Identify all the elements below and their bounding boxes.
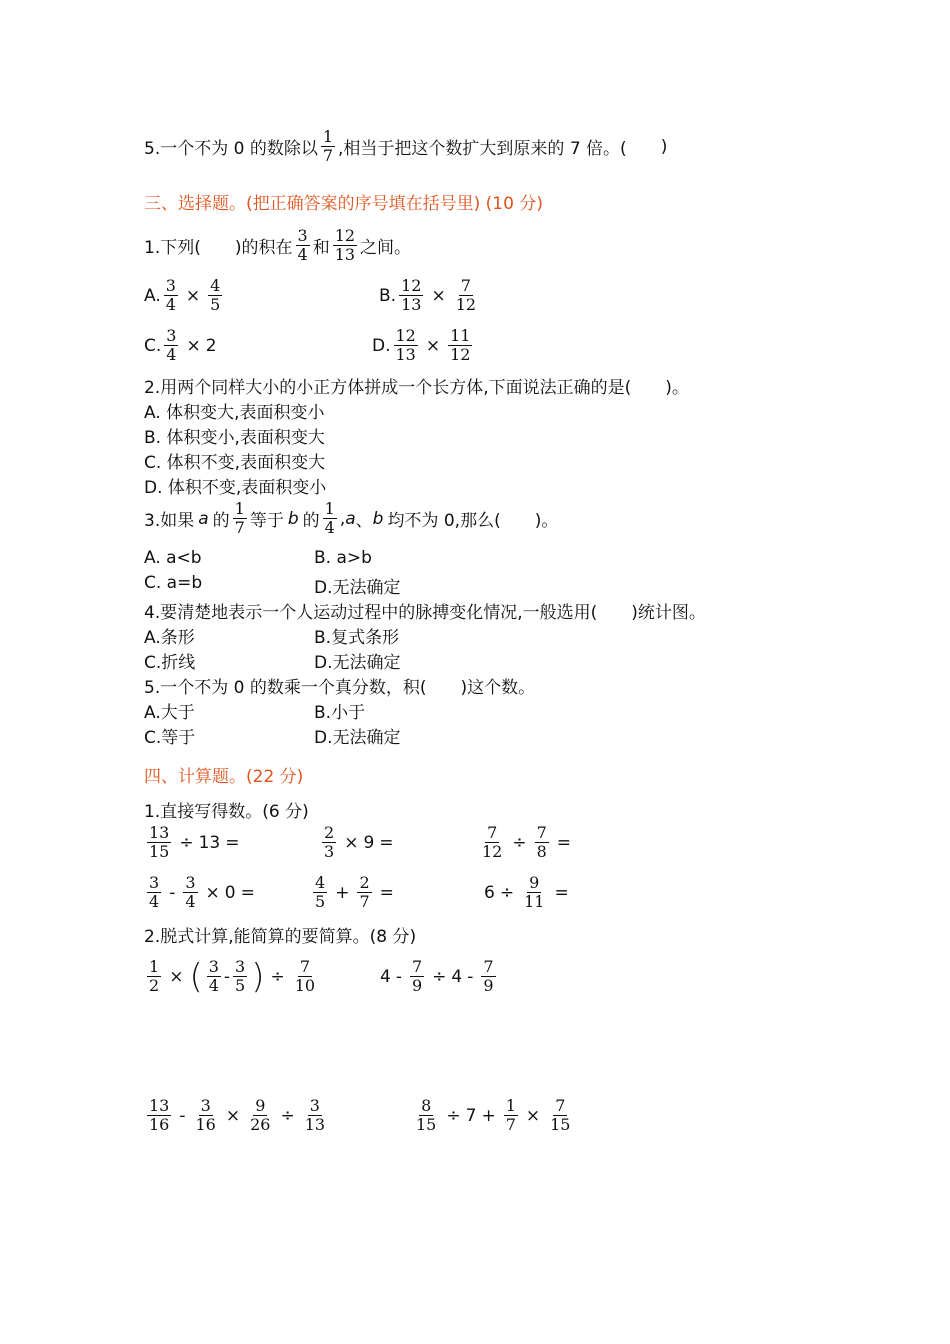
fraction: $\frac{4}{5}$ — [315, 873, 326, 911]
fraction: $\frac{9}{26}$ — [250, 1096, 271, 1134]
fraction: $\frac{12}{13}$ — [395, 326, 416, 364]
var-a: a — [345, 508, 356, 529]
c3-text: 的 — [212, 511, 230, 531]
c5-option-b: B.小于 — [314, 703, 366, 723]
operator: × — [344, 832, 359, 853]
judge-question-5 — [144, 128, 667, 165]
c4-option-c: C.折线 — [144, 653, 196, 673]
fraction: $\frac{13}{15}$ — [149, 823, 170, 861]
operator: - — [467, 966, 474, 987]
calc1-expr-1 — [144, 824, 245, 861]
section-4-heading: 四、计算题。(22 分) — [144, 767, 304, 787]
equals: = — [379, 832, 394, 853]
fraction: $\frac{3}{13}$ — [304, 1096, 326, 1134]
equals: = — [240, 882, 255, 903]
var-b: b — [287, 508, 299, 529]
fraction: $\frac{3}{4}$ — [165, 276, 176, 314]
number: 6 — [484, 882, 495, 903]
calc-1-title: 1.直接写得数。(6 分) — [144, 802, 309, 822]
fraction: $\frac{7}{12}$ — [482, 823, 503, 861]
operator: × — [425, 335, 441, 356]
fraction: $\frac{7}{12}$ — [455, 276, 477, 314]
c1-and: 和 — [312, 238, 330, 258]
c2-stem-start: 2.用两个同样大小的小正方体拼成一个长方体,下面说法正确的是( — [144, 378, 632, 398]
var-a: a — [198, 508, 209, 529]
operator: × — [185, 285, 201, 306]
operator: ÷ — [499, 882, 515, 903]
operator: ÷ — [280, 1105, 295, 1126]
fraction: $\frac{8}{15}$ — [416, 1096, 437, 1134]
choice-question-3 — [144, 500, 558, 537]
c4-option-a: A.条形 — [144, 628, 195, 648]
c4-option-b: B.复式条形 — [314, 628, 400, 648]
section-3-heading: 三、选择题。(把正确答案的序号填在括号里) (10 分) — [144, 194, 543, 214]
operator: - — [179, 1105, 186, 1126]
equals: = — [556, 832, 572, 853]
judge5-text-start: 5.一个不为 0 的数除以 — [144, 139, 318, 159]
c2-option-a: A. 体积变大,表面积变小 — [144, 403, 325, 423]
option-label: D. — [372, 335, 391, 356]
c5-stem-start: 5.一个不为 0 的数乘一个真分数，积( — [144, 678, 427, 698]
fraction: $\frac{3}{4}$ — [149, 873, 160, 911]
judge5-text-end: ) — [660, 136, 668, 157]
calc-2-title: 2.脱式计算,能简算的要简算。(8 分) — [144, 927, 417, 947]
c1-option-b — [379, 277, 481, 314]
c2-option-b: B. 体积变小,表面积变大 — [144, 428, 325, 448]
c3-text: 等于 — [249, 511, 284, 531]
fraction: $\frac{3}{4}$ — [166, 326, 177, 364]
c1-stem-end: 之间。 — [360, 238, 412, 258]
option-label: B. — [379, 285, 397, 306]
fraction: $\frac{12}{13}$ — [401, 276, 422, 314]
c1-stem-start: 1.下列( — [144, 238, 201, 258]
c3-text: 的 — [302, 511, 320, 531]
c5-stem-end: )这个数。 — [460, 678, 536, 698]
c2-option-c: C. 体积不变,表面积变大 — [144, 453, 326, 473]
c1-option-d — [372, 327, 475, 364]
fraction: $\frac{3}{4}$ — [185, 873, 196, 911]
operator: × — [169, 966, 184, 987]
operator: - — [223, 966, 231, 987]
c3-option-a: A. a<b — [144, 548, 202, 568]
fraction: $\frac{7}{9}$ — [483, 957, 494, 995]
fraction: $\frac{1}{7}$ — [505, 1096, 516, 1134]
c5-option-c: C.等于 — [144, 728, 196, 748]
number: 9 — [363, 832, 375, 853]
fraction: $\frac{11}{12}$ — [450, 326, 471, 364]
c3-text: 、 — [355, 511, 373, 531]
operator: ÷ — [446, 1105, 461, 1126]
fraction: $\frac{7}{15}$ — [550, 1096, 571, 1134]
choice-question-5 — [144, 673, 535, 698]
fraction: $\frac{1}{2}$ — [149, 957, 160, 995]
fraction: $\frac{7}{10}$ — [294, 957, 316, 995]
fraction: $\frac{9}{11}$ — [524, 873, 545, 911]
c5-option-a: A.大于 — [144, 703, 195, 723]
operator: ÷ — [179, 832, 194, 853]
operator: - — [395, 966, 402, 987]
choice-question-2 — [144, 373, 689, 398]
c3-text: 3.如果 — [144, 511, 195, 531]
c3-text: , — [339, 508, 346, 529]
c4-stem-end: )统计图。 — [631, 603, 706, 623]
c4-stem-start: 4.要清楚地表示一个人运动过程中的脉搏变化情况,一般选用( — [144, 603, 598, 623]
choice-question-4 — [144, 598, 706, 623]
calc2-problem-2 — [380, 958, 499, 995]
number: 4 — [380, 966, 391, 987]
option-label: A. — [144, 285, 161, 306]
c4-option-d: D.无法确定 — [314, 653, 401, 673]
var-b: b — [372, 508, 384, 529]
fraction: $\frac{2}{7}$ — [359, 873, 370, 911]
operator: ÷ — [270, 966, 285, 987]
c2-option-d: D. 体积不变,表面积变小 — [144, 478, 327, 498]
fraction: $\frac{1}{7}$ — [322, 127, 334, 165]
fraction: $\frac{2}{3}$ — [324, 823, 335, 861]
number: 4 — [451, 966, 463, 987]
c2-stem-end: )。 — [665, 378, 689, 398]
operator: ÷ — [512, 832, 527, 853]
fraction: $\frac{1}{7}$ — [234, 499, 245, 537]
c3-option-d: D.无法确定 — [314, 578, 401, 598]
calc1-expr-5 — [310, 874, 399, 911]
operator: × — [225, 1105, 241, 1126]
fraction: $\frac{7}{8}$ — [536, 823, 547, 861]
option-label: C. — [144, 335, 162, 356]
operator: ÷ — [432, 966, 447, 987]
right-paren: ) — [251, 956, 265, 997]
calc1-expr-2 — [319, 824, 399, 861]
calc1-expr-4 — [144, 874, 260, 911]
operator: × — [431, 285, 446, 306]
operator: + — [335, 882, 350, 903]
fraction: $\frac{7}{9}$ — [411, 957, 423, 995]
fraction: $\frac{4}{5}$ — [210, 276, 221, 314]
c3-option-c: C. a=b — [144, 573, 203, 593]
c3-text: )。 — [534, 511, 559, 531]
c5-option-d: D.无法确定 — [314, 728, 401, 748]
c1-option-a — [144, 277, 225, 314]
fraction: $\frac{3}{4}$ — [208, 957, 219, 995]
equals: = — [554, 882, 569, 903]
c1-option-c — [144, 327, 217, 364]
calc1-expr-6 — [484, 874, 574, 911]
fraction: $\frac{3}{5}$ — [235, 957, 246, 995]
number: 0 — [224, 882, 236, 903]
c3-option-b: B. a>b — [314, 548, 372, 568]
operator: × — [186, 335, 201, 356]
operator: - — [169, 882, 176, 903]
fraction: $\frac{1}{4}$ — [324, 499, 335, 537]
left-paren: ( — [189, 956, 203, 997]
c3-text: 均不为 0,那么( — [387, 511, 501, 531]
calc1-expr-3 — [477, 824, 576, 861]
calc2-problem-4 — [411, 1097, 575, 1134]
calc2-problem-3 — [144, 1097, 330, 1134]
number: 7 — [465, 1105, 477, 1126]
number: 13 — [198, 832, 221, 853]
judge5-text-mid: ,相当于把这个数扩大到原来的 7 倍。( — [338, 139, 627, 159]
operator: × — [525, 1105, 541, 1126]
calc2-problem-1 — [144, 958, 320, 995]
equals: = — [225, 832, 240, 853]
fraction: $\frac{13}{16}$ — [149, 1096, 170, 1134]
fraction: $\frac{12}{13}$ — [334, 226, 356, 264]
operator: × — [205, 882, 220, 903]
equals: = — [379, 882, 394, 903]
choice-question-1 — [144, 227, 411, 264]
operator: + — [481, 1105, 496, 1126]
fraction: $\frac{3}{16}$ — [195, 1096, 216, 1134]
number: 2 — [205, 335, 217, 356]
fraction: $\frac{3}{4}$ — [297, 226, 308, 264]
c1-stem-mid: )的积在 — [234, 238, 293, 258]
